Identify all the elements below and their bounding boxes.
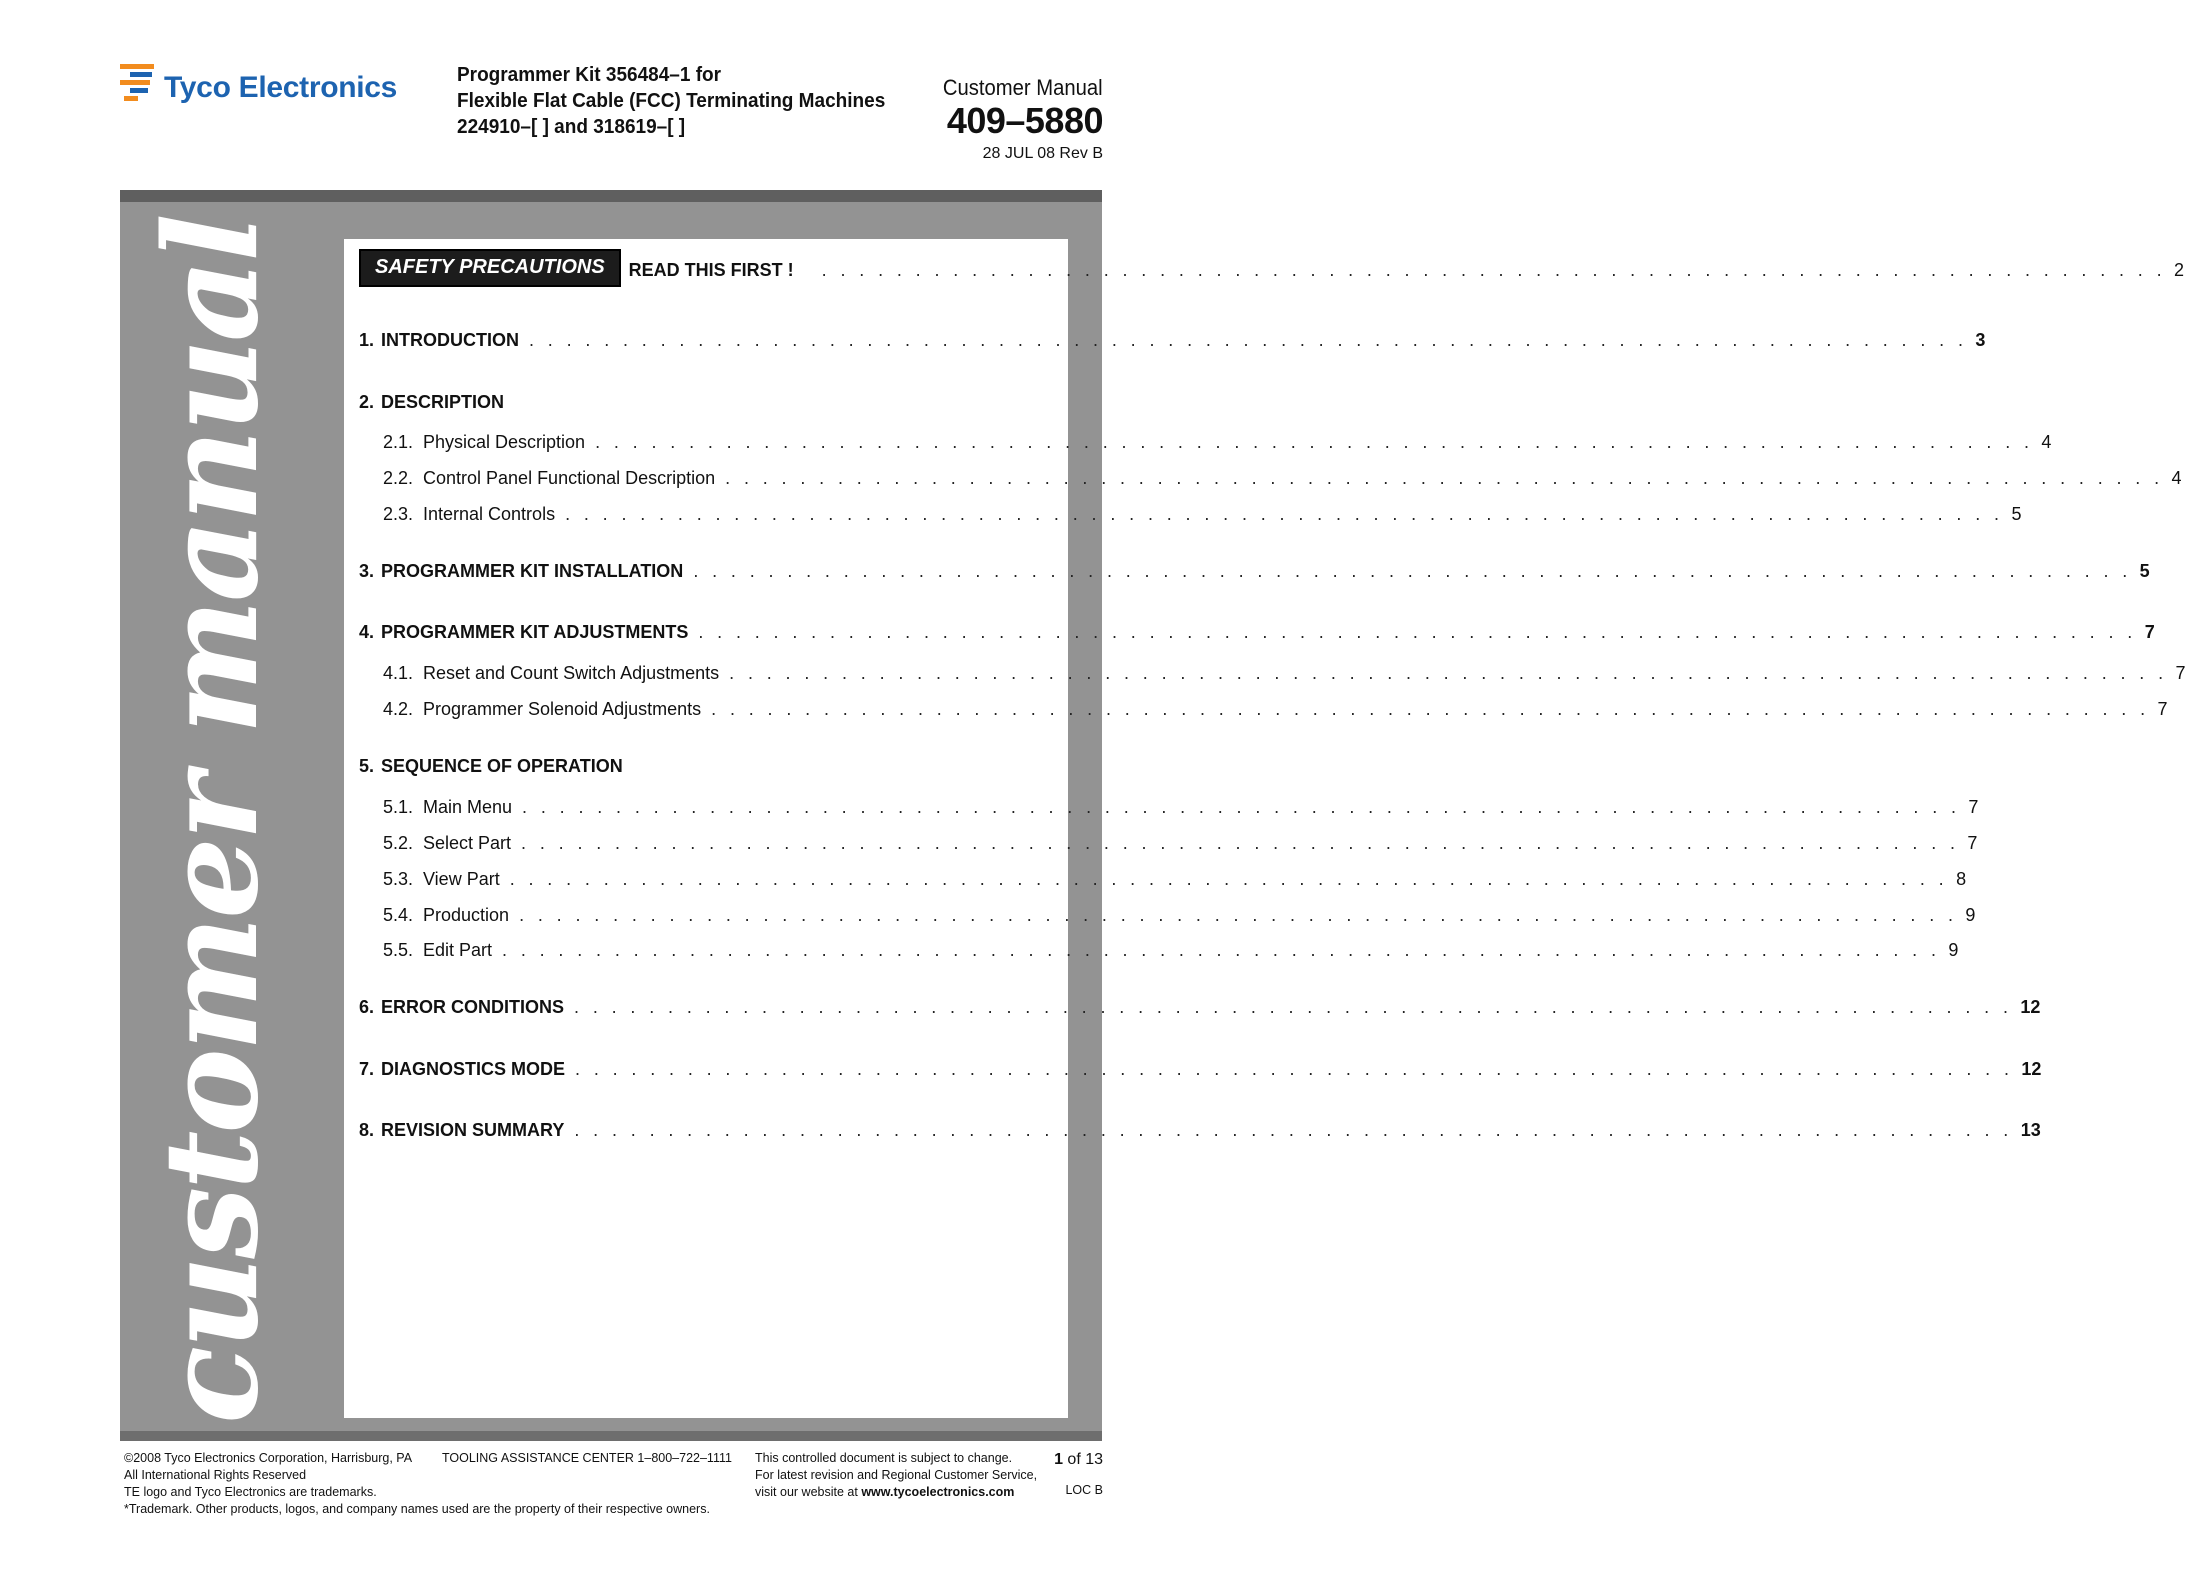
leader-dots: . . . . . . . . . . . . . . . . . . . . . . . . . . . . . . . . . . . . . . . . . . . . . . . . . . . . . . . . . . . . . . . . . . . . . . . . . . . . . xyxy=(574,1120,2013,1140)
leader-dots: . . . . . . . . . . . . . . . . . . . . . . . . . . . . . . . . . . . . . . . . . . . . . . . . . . . . . . . . . . . . . . . . . . . . . . . . . . . . . xyxy=(522,797,1961,817)
toc-section-row[interactable] xyxy=(359,392,1042,418)
toc-subsection-row[interactable] xyxy=(359,940,1959,966)
toc-number: 4.2. xyxy=(383,699,414,719)
safety-text: READ THIS FIRST ! xyxy=(628,259,794,280)
toc-label: Control Panel Functional Description xyxy=(423,468,716,488)
toc-number: 5.5. xyxy=(383,940,414,960)
toc-number: 5.3. xyxy=(383,869,414,889)
document-id-block xyxy=(929,75,1103,165)
toc-section-row[interactable] xyxy=(359,561,2150,587)
toc-label: INTRODUCTION xyxy=(381,330,519,350)
toc-page-number: 9 xyxy=(1965,905,1976,925)
toc-page-number: 8 xyxy=(1956,869,1967,889)
tooling-assistance-text: TOOLING ASSISTANCE CENTER 1–800–722–1111 xyxy=(442,1451,732,1465)
trademark-note: *Trademark. Other products, logos, and company names used are the property of their respective owners. xyxy=(124,1502,710,1516)
leader-dots: . . . . . . . . . . . . . . . . . . . . . . . . . . . . . . . . . . . . . . . . . . . . . . . . . . . . . . . . . . . . . . . . . . . . . . . . . . . . . xyxy=(565,504,2004,524)
toc-safety-row[interactable] xyxy=(359,256,2185,283)
toc-page-number: 12 xyxy=(2020,997,2041,1017)
footer-copyright-block xyxy=(124,1450,412,1501)
toc-label: DIAGNOSTICS MODE xyxy=(381,1059,566,1079)
toc-label: Edit Part xyxy=(423,940,493,960)
toc-label: Internal Controls xyxy=(423,504,556,524)
toc-number: 5.1. xyxy=(383,797,414,817)
toc-subsection-row[interactable] xyxy=(359,663,2186,689)
title-line: Programmer Kit 356484–1 for xyxy=(457,64,722,86)
toc-section-row[interactable] xyxy=(359,1059,2042,1085)
leader-dots: . . . . . . . . . . . . . . . . . . . . . . . . . . . . . . . . . . . . . . . . . . . . . . . . . . . . . . . . . . . . . . . . . . . . . . . . . . . . . xyxy=(502,940,1941,960)
toc-label: Select Part xyxy=(423,833,512,853)
toc-subsection-row[interactable] xyxy=(359,468,2182,494)
toc-label: Main Menu xyxy=(423,797,513,817)
band-top-rule xyxy=(120,190,1102,202)
leader-dots: . . . . . . . . . . . . . . . . . . . . . . . . . . . . . . . . . . . . . . . . . . . . . . . . . . . . . . . . . . . . . . . . . . . . . . . . . . . . . xyxy=(574,997,2013,1017)
toc-label: PROGRAMMER KIT ADJUSTMENTS xyxy=(381,622,689,642)
toc-number: 2.3. xyxy=(383,504,414,524)
toc-page-number: 13 xyxy=(2020,1120,2041,1140)
toc-subsection-row[interactable] xyxy=(359,905,1976,931)
company-logo xyxy=(120,56,397,108)
loc-code: LOC B xyxy=(1065,1483,1103,1497)
toc-subsection-row[interactable] xyxy=(359,699,2168,725)
toc-number: 2.2. xyxy=(383,468,414,488)
toc-section-row[interactable] xyxy=(359,622,2155,648)
toc-section-row[interactable] xyxy=(359,997,2041,1023)
toc-label: REVISION SUMMARY xyxy=(381,1120,565,1140)
toc-page-number: 9 xyxy=(1948,940,1959,960)
toc-subsection-row[interactable] xyxy=(359,432,2052,458)
toc-number: 5.4. xyxy=(383,905,414,925)
leader-dots: . . . . . . . . . . . . . . . . . . . . . . . . . . . . . . . . . . . . . . . . . . . . . . . . . . . . . . . . . . . . . . . . . . . . . . . . . . . . . xyxy=(529,330,1968,350)
page-info-block xyxy=(1054,1450,1103,1499)
toc-page-number: 4 xyxy=(2041,432,2052,452)
toc-number: 7. xyxy=(359,1059,375,1079)
toc-page-number: 7 xyxy=(2157,699,2168,719)
band-bottom-rule xyxy=(120,1431,1102,1441)
controlled-text-website-line xyxy=(755,1484,1037,1501)
toc-number: 1. xyxy=(359,330,375,350)
document-number: 409–5880 xyxy=(946,100,1103,141)
document-date-revision: 28 JUL 08 Rev B xyxy=(982,145,1103,162)
controlled-text: This controlled document is subject to change. xyxy=(755,1451,1013,1465)
toc-number: 5. xyxy=(359,756,375,776)
leader-dots: . . . . . . . . . . . . . . . . . . . . . . . . . . . . . . . . . . . . . . . . . . . . . . . . . . . . . . . . . . . . . . . . . . . . . . . . . . . . . xyxy=(693,561,2132,581)
website-prefix: visit our website at xyxy=(755,1485,858,1499)
page-total: of 13 xyxy=(1062,1451,1103,1468)
toc-page-number: 4 xyxy=(2171,468,2182,488)
leader-dots: . . . . . . . . . . . . . . . . . . . . . . . . . . . . . . . . . . . . . . . . . . . . . . . . . . . . . . . . . . . . . . . . . . . . . . . . . . . . . xyxy=(729,663,2168,683)
toc-page-number: 2 xyxy=(2174,259,2185,280)
toc-label: DESCRIPTION xyxy=(381,392,505,412)
toc-page-number: 7 xyxy=(2175,663,2186,683)
toc-number: 3. xyxy=(359,561,375,581)
title-line: 224910–[ ] and 318619–[ ] xyxy=(457,116,686,138)
sidebar-vertical-title: customer manual xyxy=(137,216,287,1424)
toc-page-number: 12 xyxy=(2021,1059,2042,1079)
leader-dots: . . . . . . . . . . . . . . . . . . . . . . . . . . . . . . . . . . . . . . . . . . . . . . . . . . . . . . . . . . . . . . . . . . . . . . . . . . . . . xyxy=(711,699,2150,719)
rights-text: All International Rights Reserved xyxy=(124,1468,307,1482)
copyright-text: ©2008 Tyco Electronics Corporation, Harrisburg, PA xyxy=(124,1451,413,1465)
toc-subsection-row[interactable] xyxy=(359,797,1979,823)
toc-page-number: 7 xyxy=(2144,622,2155,642)
toc-page-number: 7 xyxy=(1968,797,1979,817)
toc-page-number: 5 xyxy=(2139,561,2150,581)
toc-label: Production xyxy=(423,905,510,925)
tyco-logo-icon xyxy=(120,62,156,102)
website-link[interactable]: www.tycoelectronics.com xyxy=(861,1485,1015,1499)
company-name: Tyco Electronics xyxy=(164,71,398,104)
safety-precautions-badge: SAFETY PRECAUTIONS xyxy=(359,249,621,287)
toc-subsection-row[interactable] xyxy=(359,869,1967,895)
toc-label: Reset and Count Switch Adjustments xyxy=(423,663,720,683)
toc-panel xyxy=(344,239,2186,1418)
leader-dots: . . . . . . . . . . . . . . . . . . . . . . . . . . . . . . . . . . . . . . . . . . . . . . . . . . . . . . . . . . . . . . . . . . . . . . . . . . . . . xyxy=(521,833,1960,853)
toc-page-number: 5 xyxy=(2011,504,2022,524)
toc-subsection-row[interactable] xyxy=(359,504,2022,530)
toc-label: Physical Description xyxy=(423,432,586,452)
toc-section-row[interactable] xyxy=(359,756,1042,782)
leader-dots: . . . . . . . . . . . . . . . . . . . . . . . . . . . . . . . . . . . . . . . . . . . . . . . . . . . . . . . . . . . . . . . . . . . . . . . . . . . . . xyxy=(725,468,2164,488)
toc-number: 8. xyxy=(359,1120,375,1140)
toc-number: 4. xyxy=(359,622,375,642)
leader-dots: . . . . . . . . . . . . . . . . . . . . . . . . . . . . . . . . . . . . . . . . . . . . . . . . . . . . . . . . . . . . . . . . . . . . . . . . . . . . . xyxy=(519,905,1958,925)
leader-dots: . . . . . . . . . . . . . . . . . . . . . . . . . . . . . . . . . . . . . . . . . . . . . . . . . . . . . . . . . . . . . . . . . . . . . . . . . . . . . xyxy=(698,622,2137,642)
trademarks-text: TE logo and Tyco Electronics are trademarks. xyxy=(124,1485,377,1499)
toc-section-row[interactable] xyxy=(359,330,1986,356)
toc-label: View Part xyxy=(423,869,500,889)
document-title xyxy=(457,62,885,140)
document-type: Customer Manual xyxy=(943,75,1103,100)
toc-number: 5.2. xyxy=(383,833,414,853)
toc-number: 6. xyxy=(359,997,375,1017)
toc-section-row[interactable] xyxy=(359,1120,2041,1146)
toc-number: 2. xyxy=(359,392,375,412)
toc-subsection-row[interactable] xyxy=(359,833,1978,859)
title-line: Flexible Flat Cable (FCC) Terminating Machines xyxy=(457,90,886,112)
leader-dots: . . . . . . . . . . . . . . . . . . . . . . . . . . . . . . . . . . . . . . . . . . . . . . . . . . . . . . . . . . . . . . . . . . . . . . . . . . . . . xyxy=(595,432,2034,452)
leader-dots: . . . . . . . . . . . . . . . . . . . . . . . . . . . . . . . . . . . . . . . . . . . . . . . . . . . . . . . . . . . . . . . . . . . . . . . . . . . . . xyxy=(575,1059,2014,1079)
leader-dots: . . . . . . . . . . . . . . . . . . . . . . . . . . . . . . . . . . . . . . . . . . . . . . . . . . . . . . . . . . . . . . . . . . . . . . . . . . . . . xyxy=(509,869,1949,889)
toc-page-number: 3 xyxy=(1975,330,1986,350)
toc-page-number: 7 xyxy=(1967,833,1978,853)
toc-label: SEQUENCE OF OPERATION xyxy=(381,756,623,776)
toc-label: ERROR CONDITIONS xyxy=(381,997,565,1017)
toc-number: 4.1. xyxy=(383,663,414,683)
controlled-document-block xyxy=(755,1450,1037,1501)
toc-label: Programmer Solenoid Adjustments xyxy=(423,699,702,719)
leader-dots: . . . . . . . . . . . . . . . . . . . . . . . . . . . . . . . . . . . . . . . . . . . . . . . . . . . . . . . . . . . . . . . . . . . . . . . . xyxy=(821,259,2167,280)
page-current: 1 xyxy=(1054,1451,1063,1468)
toc-label: PROGRAMMER KIT INSTALLATION xyxy=(381,561,684,581)
controlled-text: For latest revision and Regional Customer Service, xyxy=(755,1468,1038,1482)
toc-number: 2.1. xyxy=(383,432,414,452)
page-indicator xyxy=(1054,1450,1103,1470)
